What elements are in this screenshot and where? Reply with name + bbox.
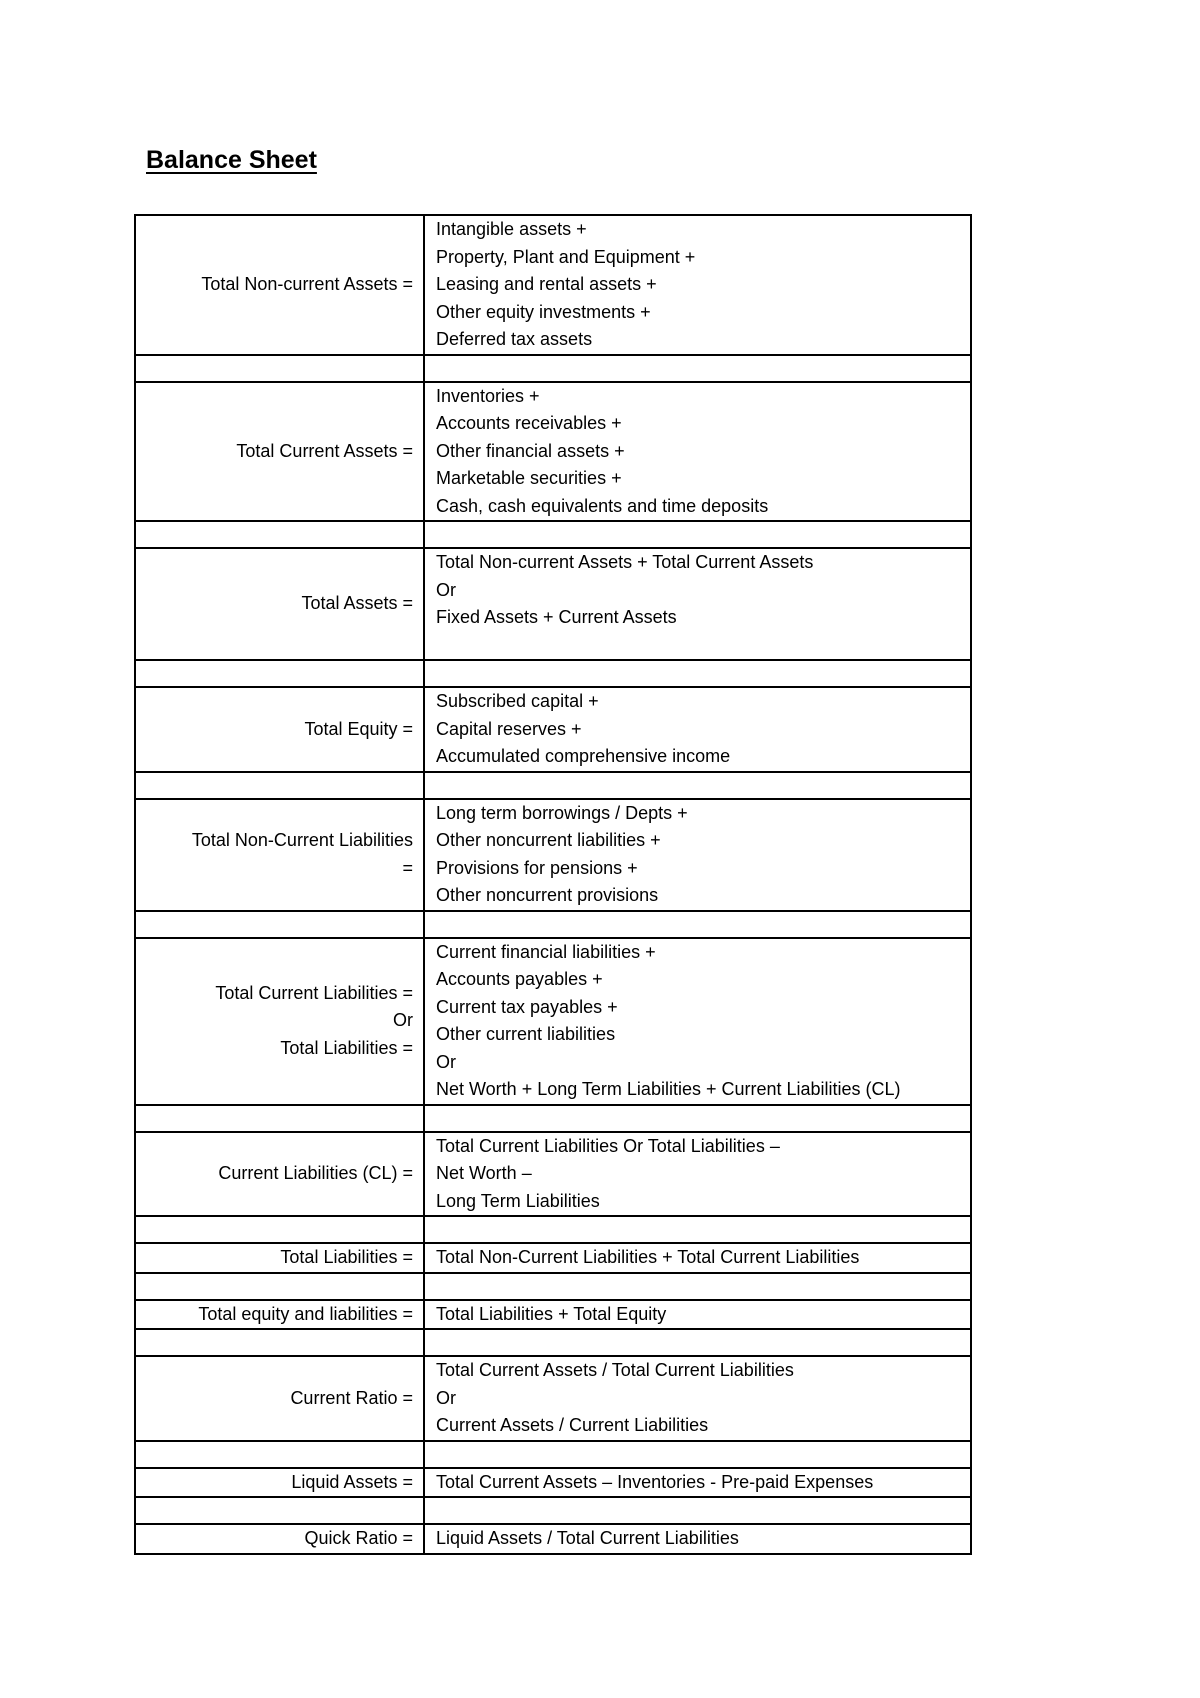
row-label-line: Total Current Assets = [236, 440, 413, 461]
row-label [135, 1243, 424, 1273]
formula-line: Other noncurrent liabilities + [436, 830, 661, 850]
row-label-line: Quick Ratio = [304, 1528, 413, 1548]
row-label [135, 1300, 424, 1330]
empty-cell [424, 1273, 971, 1300]
empty-cell [424, 660, 971, 687]
row-formula [424, 548, 971, 660]
empty-cell [135, 1105, 424, 1132]
formula-line: Or [436, 1387, 456, 1408]
formula-line: Marketable securities + [436, 468, 622, 488]
row-label [135, 1468, 424, 1498]
row-label [135, 938, 424, 1105]
empty-cell [135, 911, 424, 938]
empty-cell [424, 1441, 971, 1468]
empty-cell [424, 355, 971, 382]
formula-row [135, 215, 971, 355]
balance-sheet-table [134, 214, 972, 1555]
spacer-row [135, 521, 971, 548]
formula-row [135, 938, 971, 1105]
page-title: Balance Sheet [146, 146, 317, 174]
row-label-line: Current Liabilities (CL) = [218, 1163, 413, 1183]
row-label-line: Liquid Assets = [291, 1471, 413, 1492]
spacer-row [135, 1105, 971, 1132]
formula-line: Total Non-current Assets + Total Current Assets [436, 552, 814, 572]
row-label [135, 548, 424, 660]
formula-line: Provisions for pensions + [436, 857, 638, 878]
formula-row [135, 548, 971, 660]
row-label-line: Or [393, 1010, 413, 1031]
formula-line: Other equity investments + [436, 301, 651, 322]
formula-line: Current tax payables + [436, 996, 618, 1017]
row-label [135, 215, 424, 355]
formula-line: Deferred tax assets [436, 329, 593, 349]
row-formula [424, 1300, 971, 1330]
empty-cell [424, 772, 971, 799]
formula-row [135, 1300, 971, 1330]
spacer-row [135, 1497, 971, 1524]
formula-row [135, 1132, 971, 1217]
formula-line: Fixed Assets + Current Assets [436, 607, 677, 627]
spacer-row [135, 1329, 971, 1356]
formula-line: Other noncurrent provisions [436, 885, 659, 905]
row-formula [424, 938, 971, 1105]
empty-cell [135, 1216, 424, 1243]
formula-row [135, 382, 971, 522]
row-label [135, 1356, 424, 1441]
empty-cell [135, 521, 424, 548]
row-formula [424, 1468, 971, 1498]
row-formula [424, 1524, 971, 1554]
formula-line: Other current liabilities [436, 1024, 616, 1044]
empty-cell [135, 355, 424, 382]
empty-cell [135, 660, 424, 687]
row-label-line: Total equity and liabilities = [198, 1303, 413, 1324]
formula-line: Total Current Assets – Inventories - Pre-paid Expenses [436, 1471, 874, 1492]
spacer-row [135, 1216, 971, 1243]
formula-row [135, 1468, 971, 1498]
row-formula [424, 1356, 971, 1441]
formula-line: Cash, cash equivalents and time deposits [436, 495, 769, 516]
empty-cell [135, 1273, 424, 1300]
formula-line: Current Assets / Current Liabilities [436, 1415, 709, 1435]
row-label [135, 687, 424, 772]
row-label [135, 382, 424, 522]
formula-row [135, 1243, 971, 1273]
formula-line: Net Worth – [436, 1163, 532, 1183]
row-formula [424, 382, 971, 522]
row-label [135, 799, 424, 911]
empty-cell [424, 1329, 971, 1356]
row-label [135, 1524, 424, 1554]
empty-cell [424, 1497, 971, 1524]
row-formula [424, 799, 971, 911]
formula-line: Intangible assets + [436, 219, 587, 239]
empty-cell [135, 1329, 424, 1356]
formula-line: Long term borrowings / Depts + [436, 802, 688, 823]
formula-line: Or [436, 1051, 456, 1072]
row-label-line: Total Liabilities = [280, 1247, 413, 1267]
empty-cell [135, 1441, 424, 1468]
empty-cell [135, 1497, 424, 1524]
formula-line: Total Current Liabilities Or Total Liabilities – [436, 1135, 780, 1156]
balance-sheet-body [135, 215, 971, 1554]
formula-line: Other financial assets + [436, 440, 625, 461]
spacer-row [135, 1441, 971, 1468]
empty-cell [135, 772, 424, 799]
spacer-row [135, 772, 971, 799]
empty-cell [424, 1216, 971, 1243]
formula-line: Total Non-Current Liabilities + Total Current Liabilities [436, 1247, 860, 1267]
empty-cell [424, 911, 971, 938]
formula-line: Liquid Assets / Total Current Liabilities [436, 1528, 739, 1548]
formula-line: Current financial liabilities + [436, 941, 656, 962]
formula-line: Accounts receivables + [436, 413, 622, 433]
spacer-row [135, 660, 971, 687]
row-formula [424, 1132, 971, 1217]
formula-line: Accounts payables + [436, 969, 603, 989]
formula-row [135, 799, 971, 911]
row-label [135, 1132, 424, 1217]
spacer-row [135, 355, 971, 382]
row-formula [424, 215, 971, 355]
formula-line: Subscribed capital + [436, 691, 599, 711]
formula-line: Leasing and rental assets + [436, 274, 657, 294]
row-label-line: Total Equity = [304, 718, 413, 739]
formula-line: Property, Plant and Equipment + [436, 246, 696, 267]
formula-line: Total Current Assets / Total Current Liabilities [436, 1360, 794, 1380]
row-label-line: Current Ratio = [290, 1387, 413, 1408]
row-label-line: Total Assets = [301, 593, 413, 614]
row-label-line: = [402, 857, 413, 878]
formula-line: Inventories + [436, 385, 540, 406]
row-label-line: Total Non-Current Liabilities [191, 830, 413, 850]
row-formula [424, 1243, 971, 1273]
empty-cell [424, 1105, 971, 1132]
empty-cell [424, 521, 971, 548]
formula-line: Or [436, 579, 456, 600]
formula-line: Accumulated comprehensive income [436, 746, 731, 766]
formula-line: Net Worth + Long Term Liabilities + Current Liabilities (CL) [436, 1079, 901, 1099]
row-label-line: Total Current Liabilities = [215, 982, 413, 1003]
row-formula [424, 687, 971, 772]
spacer-row [135, 1273, 971, 1300]
formula-line: Capital reserves + [436, 718, 582, 739]
row-label-line: Total Liabilities = [280, 1037, 413, 1058]
row-label-line: Total Non-current Assets = [201, 274, 413, 294]
formula-row [135, 687, 971, 772]
formula-line: Total Liabilities + Total Equity [436, 1303, 667, 1324]
formula-row [135, 1356, 971, 1441]
formula-line: Long Term Liabilities [436, 1190, 600, 1211]
formula-blank-line [436, 632, 964, 660]
spacer-row [135, 911, 971, 938]
formula-row [135, 1524, 971, 1554]
